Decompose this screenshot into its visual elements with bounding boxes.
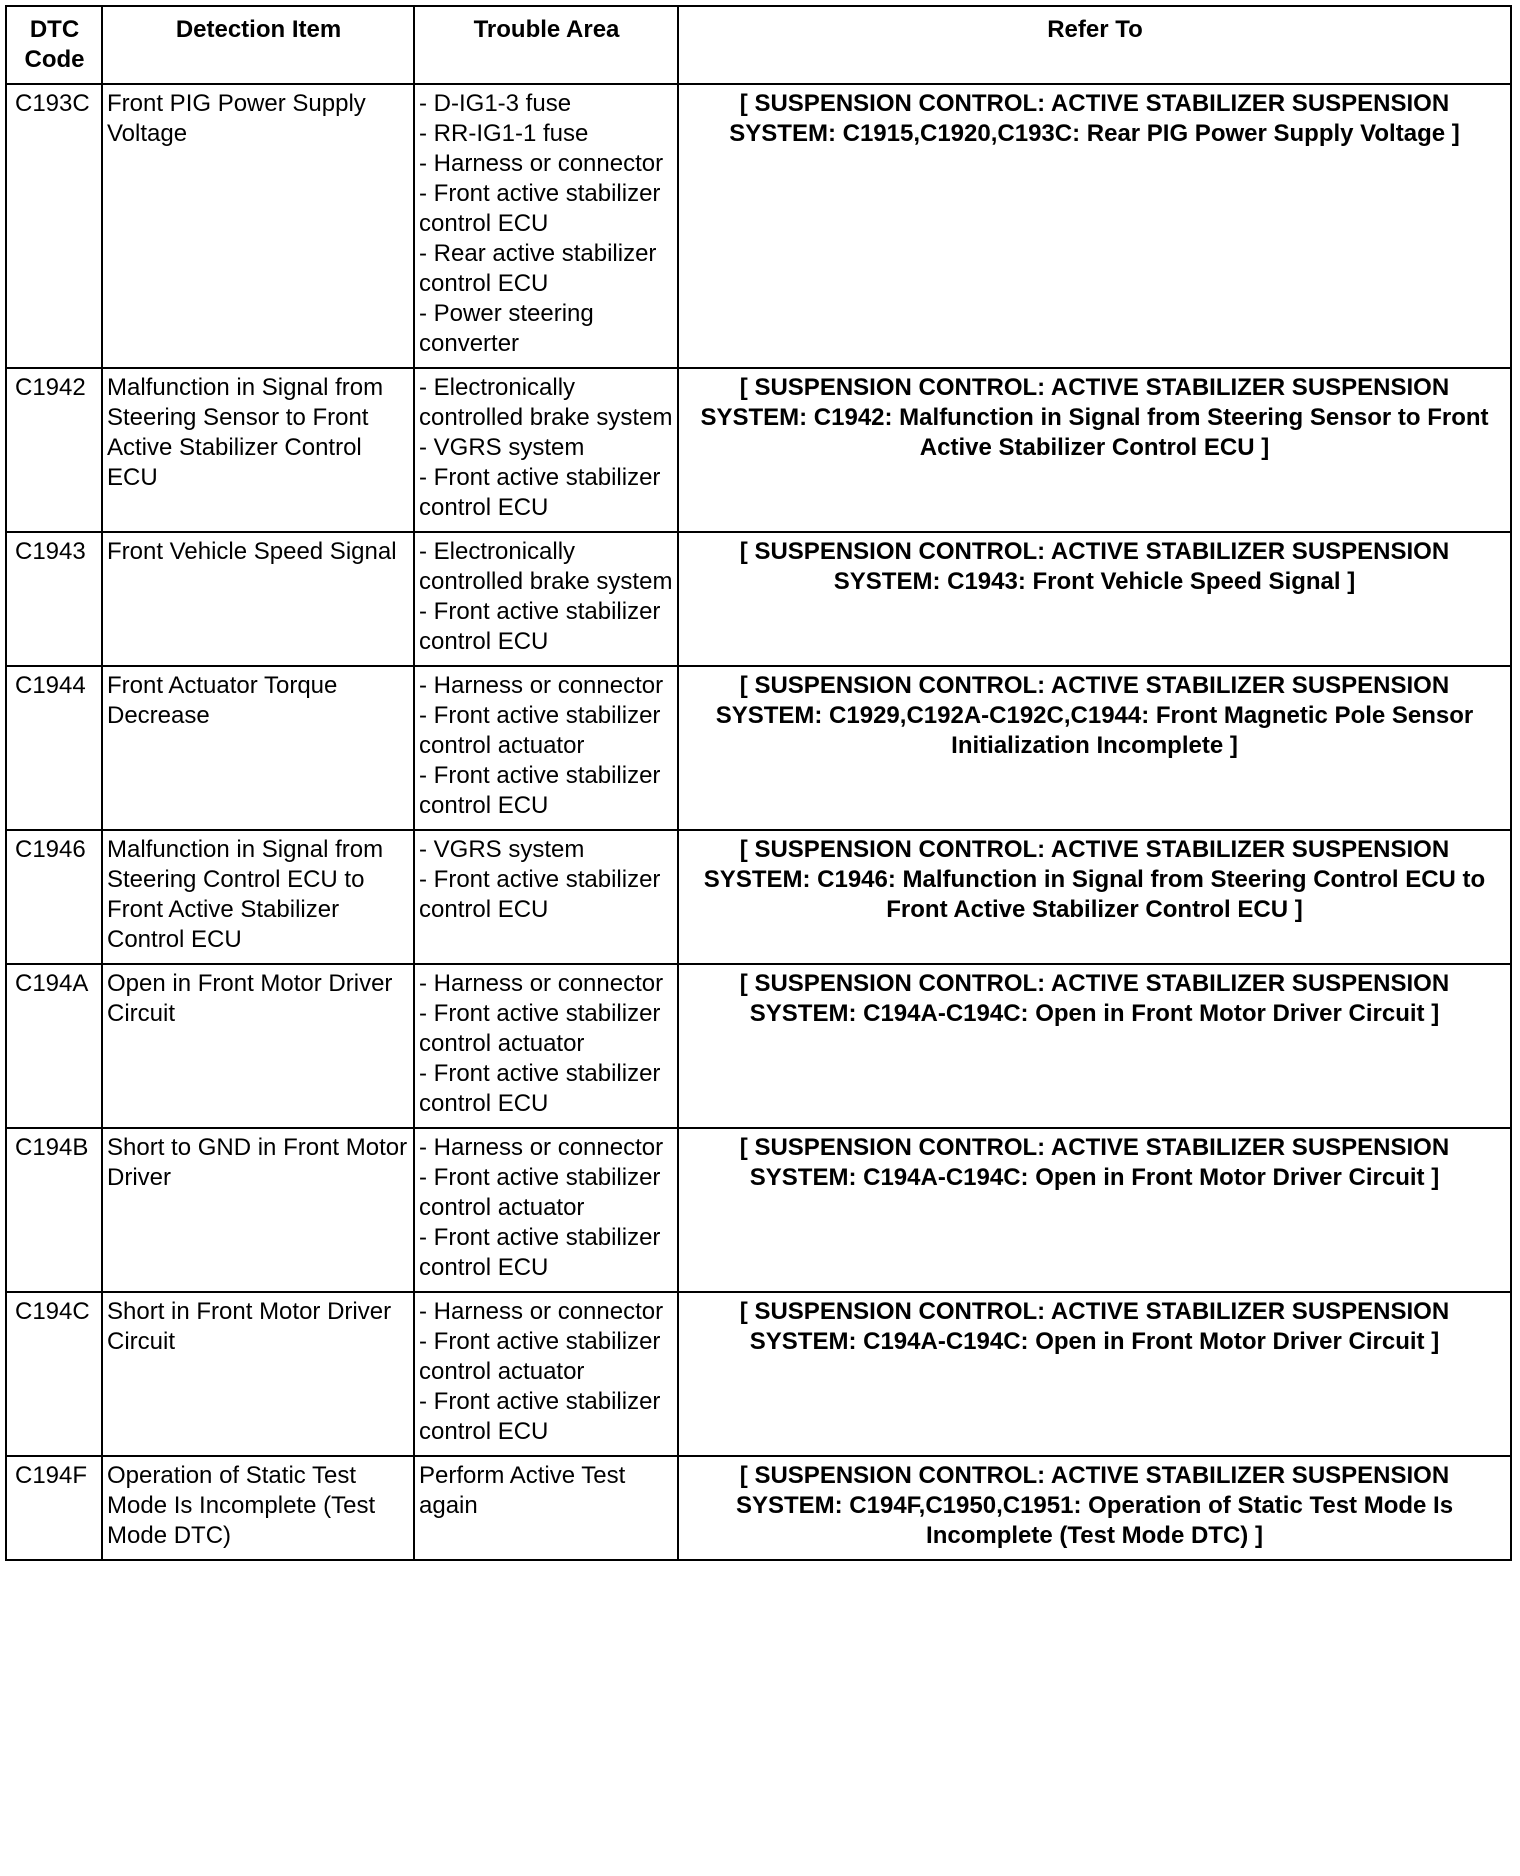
detection-item-cell: Front Actuator Torque Decrease xyxy=(102,666,414,830)
header-row xyxy=(6,6,1511,84)
detection-item-cell: Malfunction in Signal from Steering Control ECU to Front Active Stabilizer Control ECU xyxy=(102,830,414,964)
trouble-area-entry: - Front active stabilizer control ECU xyxy=(419,180,661,237)
detection-item-cell: Short in Front Motor Driver Circuit xyxy=(102,1292,414,1456)
dtc-code-cell: C194F xyxy=(6,1456,102,1560)
dtc-table xyxy=(5,5,1512,1561)
refer-to-link[interactable]: [ SUSPENSION CONTROL: ACTIVE STABILIZER SUSPENSION SYSTEM: C1942: Malfunction in Signal from Steering Sensor to Front Active Stabilizer Control ECU ] xyxy=(678,368,1511,532)
table-body xyxy=(6,84,1511,1560)
refer-to-link[interactable]: [ SUSPENSION CONTROL: ACTIVE STABILIZER SUSPENSION SYSTEM: C1946: Malfunction in Signal from Steering Control ECU to Front Active Stabilizer Control ECU ] xyxy=(678,830,1511,964)
trouble-area-entry: - Electronically controlled brake system xyxy=(419,538,673,595)
dtc-code-cell: C1946 xyxy=(6,830,102,964)
trouble-area-entry: - Front active stabilizer control actuator xyxy=(419,1164,661,1221)
trouble-area-entry: - Harness or connector xyxy=(419,970,664,997)
detection-item-cell: Malfunction in Signal from Steering Sensor to Front Active Stabilizer Control ECU xyxy=(102,368,414,532)
table-row xyxy=(6,532,1511,666)
trouble-area-cell xyxy=(414,84,678,368)
trouble-area-cell xyxy=(414,1128,678,1292)
detection-item-cell: Open in Front Motor Driver Circuit xyxy=(102,964,414,1128)
dtc-code-cell: C1942 xyxy=(6,368,102,532)
refer-to-link[interactable]: [ SUSPENSION CONTROL: ACTIVE STABILIZER SUSPENSION SYSTEM: C194A-C194C: Open in Front Motor Driver Circuit ] xyxy=(678,964,1511,1128)
table-row xyxy=(6,1456,1511,1560)
trouble-area-entry: - Harness or connector xyxy=(419,1298,664,1325)
refer-to-link[interactable]: [ SUSPENSION CONTROL: ACTIVE STABILIZER SUSPENSION SYSTEM: C1929,C192A-C192C,C1944: Front Magnetic Pole Sensor Initialization Incomplete ] xyxy=(678,666,1511,830)
header-detection-item: Detection Item xyxy=(102,6,414,84)
trouble-area-cell xyxy=(414,368,678,532)
trouble-area-entry: - Front active stabilizer control ECU xyxy=(419,1224,661,1281)
dtc-code-cell: C194C xyxy=(6,1292,102,1456)
dtc-code-cell: C1944 xyxy=(6,666,102,830)
dtc-code-cell: C1943 xyxy=(6,532,102,666)
trouble-area-entry: Perform Active Test again xyxy=(419,1462,626,1519)
table-row xyxy=(6,368,1511,532)
trouble-area-entry: - Electronically controlled brake system xyxy=(419,374,673,431)
header-refer-to: Refer To xyxy=(678,6,1511,84)
trouble-area-entry: - Front active stabilizer control actuator xyxy=(419,702,661,759)
table-row xyxy=(6,1292,1511,1456)
trouble-area-cell xyxy=(414,1292,678,1456)
dtc-code-cell: C193C xyxy=(6,84,102,368)
trouble-area-cell xyxy=(414,532,678,666)
trouble-area-entry: - Harness or connector xyxy=(419,1134,664,1161)
trouble-area-entry: - Front active stabilizer control ECU xyxy=(419,762,661,819)
refer-to-link[interactable]: [ SUSPENSION CONTROL: ACTIVE STABILIZER SUSPENSION SYSTEM: C194F,C1950,C1951: Operation of Static Test Mode Is Incomplete (Test Mode DTC) ] xyxy=(678,1456,1511,1560)
trouble-area-cell xyxy=(414,666,678,830)
trouble-area-entry: - VGRS system xyxy=(419,836,585,863)
trouble-area-entry: - Front active stabilizer control ECU xyxy=(419,464,661,521)
trouble-area-entry: - Front active stabilizer control ECU xyxy=(419,598,661,655)
dtc-code-cell: C194A xyxy=(6,964,102,1128)
trouble-area-entry: - Front active stabilizer control ECU xyxy=(419,866,661,923)
dtc-code-cell: C194B xyxy=(6,1128,102,1292)
detection-item-cell: Short to GND in Front Motor Driver xyxy=(102,1128,414,1292)
detection-item-cell: Front PIG Power Supply Voltage xyxy=(102,84,414,368)
trouble-area-entry: - Harness or connector xyxy=(419,672,664,699)
trouble-area-entry: - VGRS system xyxy=(419,434,585,461)
trouble-area-entry: - Front active stabilizer control ECU xyxy=(419,1060,661,1117)
table-row xyxy=(6,84,1511,368)
trouble-area-cell xyxy=(414,1456,678,1560)
trouble-area-entry: - Power steering converter xyxy=(419,300,594,357)
trouble-area-entry: - D-IG1-3 fuse xyxy=(419,90,572,117)
header-dtc-code: DTC Code xyxy=(6,6,102,84)
table-row xyxy=(6,666,1511,830)
trouble-area-cell xyxy=(414,964,678,1128)
header-trouble-area: Trouble Area xyxy=(414,6,678,84)
trouble-area-cell xyxy=(414,830,678,964)
refer-to-link[interactable]: [ SUSPENSION CONTROL: ACTIVE STABILIZER SUSPENSION SYSTEM: C194A-C194C: Open in Front Motor Driver Circuit ] xyxy=(678,1292,1511,1456)
refer-to-link[interactable]: [ SUSPENSION CONTROL: ACTIVE STABILIZER SUSPENSION SYSTEM: C194A-C194C: Open in Front Motor Driver Circuit ] xyxy=(678,1128,1511,1292)
trouble-area-entry: - Front active stabilizer control actuator xyxy=(419,1000,661,1057)
trouble-area-entry: - Front active stabilizer control ECU xyxy=(419,1388,661,1445)
table-row xyxy=(6,964,1511,1128)
trouble-area-entry: - Rear active stabilizer control ECU xyxy=(419,240,657,297)
trouble-area-entry: - RR-IG1-1 fuse xyxy=(419,120,589,147)
refer-to-link[interactable]: [ SUSPENSION CONTROL: ACTIVE STABILIZER SUSPENSION SYSTEM: C1915,C1920,C193C: Rear PIG Power Supply Voltage ] xyxy=(678,84,1511,368)
dtc-table-container xyxy=(5,5,1512,1561)
trouble-area-entry: - Harness or connector xyxy=(419,150,664,177)
trouble-area-entry: - Front active stabilizer control actuator xyxy=(419,1328,661,1385)
detection-item-cell: Operation of Static Test Mode Is Incomplete (Test Mode DTC) xyxy=(102,1456,414,1560)
table-row xyxy=(6,830,1511,964)
detection-item-cell: Front Vehicle Speed Signal xyxy=(102,532,414,666)
table-row xyxy=(6,1128,1511,1292)
refer-to-link[interactable]: [ SUSPENSION CONTROL: ACTIVE STABILIZER SUSPENSION SYSTEM: C1943: Front Vehicle Speed Signal ] xyxy=(678,532,1511,666)
